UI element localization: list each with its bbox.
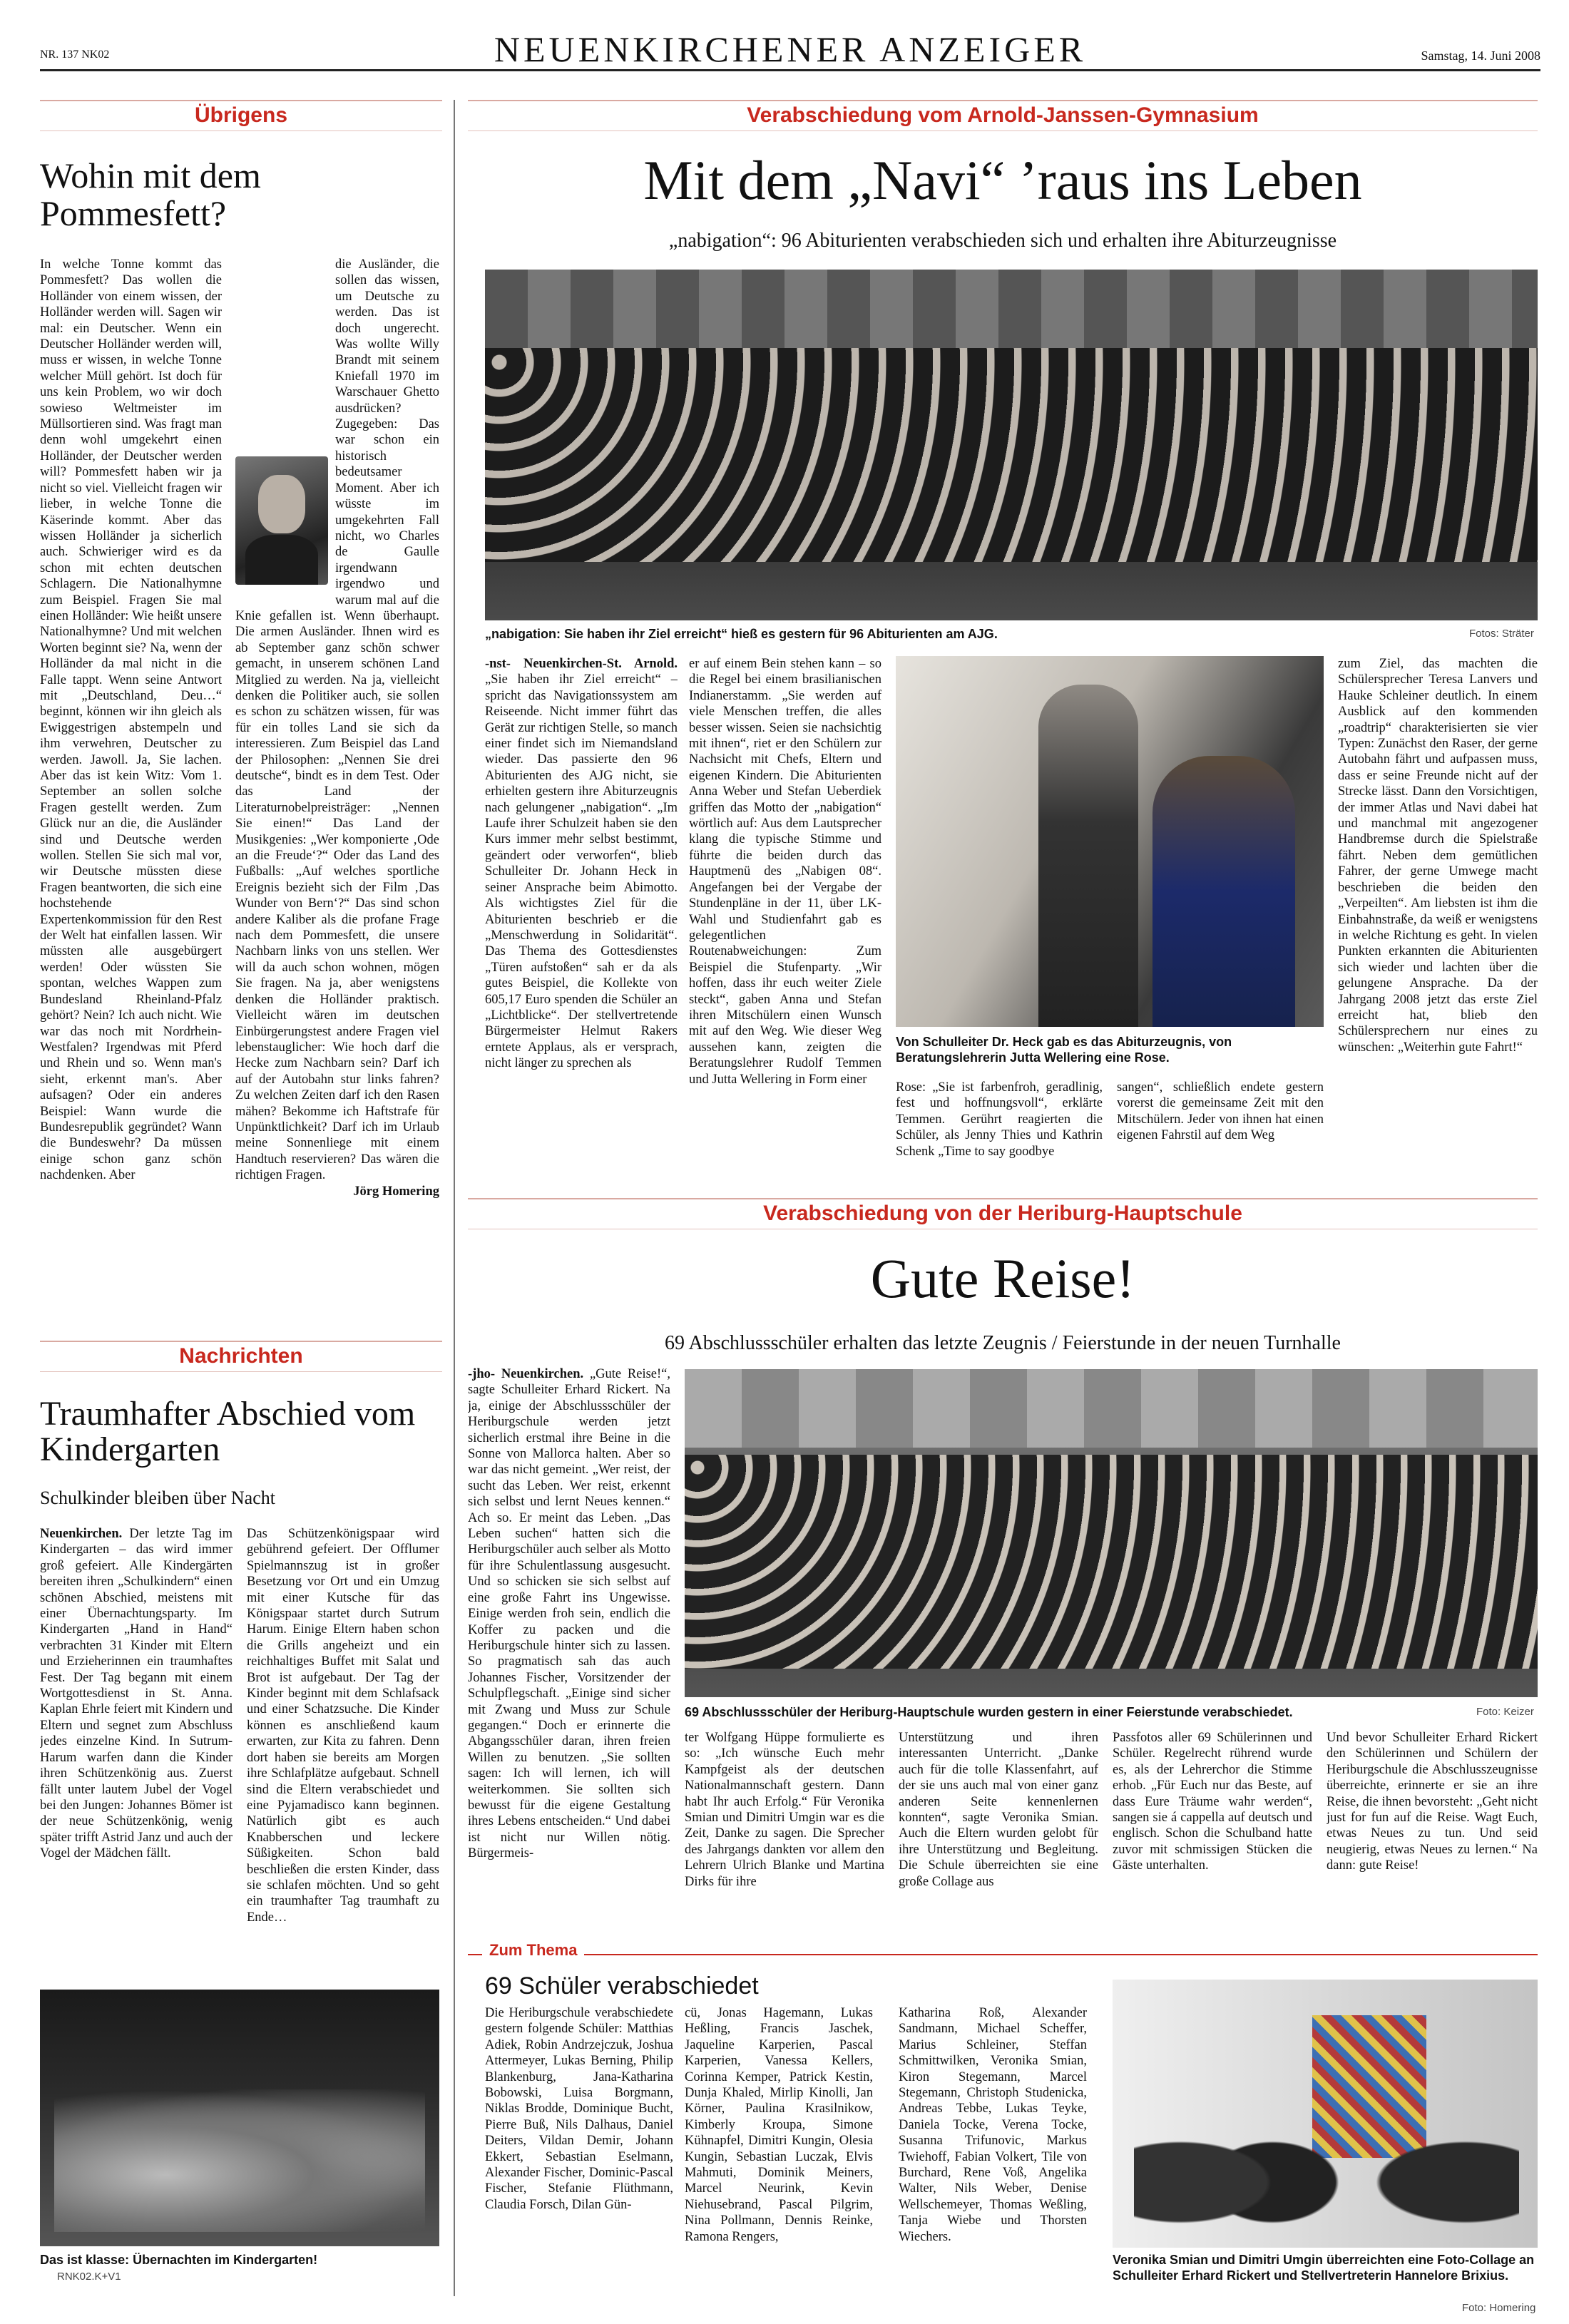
- collage-handover-photo: [1113, 1980, 1538, 2248]
- issue-date: Samstag, 14. Juni 2008: [1421, 48, 1540, 63]
- ajg-column-4: sangen“, schließlich endete gestern vorerst die gemeinsame Zeit mit den Mitschülern. Jeder von ihnen hat einen eigenen Fahrstil auf dem Weg: [1117, 1080, 1324, 1143]
- nachrichten-subtitle: Schulkinder bleiben über Nacht: [40, 1488, 275, 1508]
- nachrichten-title: Traumhafter Abschied vom Kindergarten: [40, 1395, 416, 1469]
- column-divider: [454, 100, 455, 2296]
- heriburg-photo-credit: Foto: Keizer: [1476, 1706, 1534, 1718]
- ajg-group-photo: [485, 270, 1538, 620]
- collage-photo-credit: Foto: Homering: [1462, 2302, 1536, 2314]
- ajg-column-1: -nst- Neuenkirchen-St. Arnold. „Sie haben ihr Ziel erreicht“ – spricht das Navigationssystem am Reiseende. Nicht immer führt das Gerät zur richtigen Stelle, so manch einer findet sich im Niemandsland wieder. Das passierte den 96 Abiturienten des AJG nicht, sie erhielten gestern ihre Abiturzeugnis nach gelungener „nabigation“. „Im Laufe ihrer Schulzeit haben sie den Kurs immer mehr selbst bestimmt, geändert oder verworfen“, blieb Schulleiter Dr. Johann Heck in seiner Ansprache beim Abimotto. Als wichtigstes Ziel für die Abiturienten beschrieb er die „Menschwerdung in Solidarität“. Das Thema des Gottesdienstes „Türen aufstoßen“ sah er da als gutes Beispiel, die Kollekte von 605,17 Euro spenden die Schüler an „Lichtblicke“. Der stellvertretende Bürgermeister Helmut Rakers erntete Applaus, als er versprach, nicht länger zu sprechen als: [485, 657, 678, 1071]
- zumthema-column-1: Die Heriburgschule verabschiedete gestern folgende Schüler: Matthias Adiek, Robin Andrzejczuk, Joshua Attermeyer, Lukas Berning, Philip Blankenburg, Jana-Katharina Bobowski, Luisa Borgmann, Niklas Brodde, Dominique Bucht, Pierre Buß, Nils Dalhaus, Daniel Deiters, Vildan Demir, Johann Ekkert, Sebastian Eselmann, Alexander Fischer, Dominic-Pascal Fischer, Stefanie Flüthmann, Claudia Forsch, Dilan Gün-: [485, 2006, 673, 2212]
- ajg-column-2: er auf einem Bein stehen kann – so die Regel bei einem brasilianischen Indianerstamm. „Sie werden auf viele Menschen treffen, die alles besser wissen. Seien sie nachsichtig mit ihnen“, riet er den Schülern zur Nachsicht mit Chefs, Eltern und eigenen Kindern. Die Abiturienten Anna Weber und Stefan Ueberdiek griffen das Motto der „nabigation“ wörtlich auf: Aus dem Lautsprecher klang die typische Stimme und führte die beiden durch das Hauptmenü des „Nabigen 08“. Angefangen bei der Vergabe der Stundenpläne in der 11, über LK-Wahl und Studienfahrt gab es gelegentlichen Routenabweichungen: Zum Beispiel die Stufenparty. „Wir hoffen, dass ihr euch weiter Ziele steckt“, gaben Anna und Stefan ihren Mitschülern einen Wunsch mit auf den Weg. Wie dieser Weg aussehen kann, zeigten die Beratungslehrer Rudolf Temmen und Jutta Wellering in Form einer: [689, 657, 881, 1087]
- zumthema-title: 69 Schüler verabschiedet: [485, 1972, 759, 2000]
- heriburg-subtitle: 69 Abschlussschüler erhalten das letzte Zeugnis / Feierstunde in der neuen Turnhalle: [665, 1332, 1341, 1354]
- heriburg-title: Gute Reise!: [870, 1247, 1135, 1309]
- ajg-ceremony-photo: [896, 656, 1324, 1027]
- ajg-kicker: Verabschiedung vom Arnold-Janssen-Gymnasium: [468, 100, 1538, 131]
- masthead: [40, 29, 1540, 71]
- uebrigens-title: Wohin mit dem Pommesfett?: [40, 155, 261, 233]
- ajg-ceremony-caption: Von Schulleiter Dr. Heck gab es das Abiturzeugnis, von Beratungslehrerin Jutta Wellering eine Rose.: [896, 1035, 1232, 1065]
- zumthema-column-2: cü, Jonas Hagemann, Lukas Heßling, Francis Jaschek, Jaqueline Karperien, Pascal Karperien, Vanessa Kellers, Corinna Kemper, Patrick Kestin, Dunja Khaled, Mirlip Kinolli, Jan Körner, Paulina Krasilnikow, Kimberly Kroupa, Simone Kühnapfel, Dimitri Kungin, Olesia Kungin, Sebastian Luczak, Elvis Mahmuti, Dominik Meiners, Marcel Neurink, Kevin Niehusebrand, Pascal Pilgrim, Nina Pollmann, Dennis Reinke, Ramona Rengers,: [685, 2006, 873, 2244]
- heriburg-column-1: -jho- Neuenkirchen. „Gute Reise!“, sagte Schulleiter Erhard Rickert. Na ja, einige der Abschlussschüler der Heriburgschule werden jetzt sicherlich erstmal ihre Beine in die Sonne von Mallorca halten. Aber so war das nicht gemeint. „Wer reist, der sucht das Leben. Wer reist, erkennt sich selbst und lernt Neues kennen.“ Ach so. Er meint das Leben. „Das Leben suchen“ hatten sich die Heriburgschüler auch selber als Motto für ihre Schulentlassung ausgesucht. Und so schicken sie sich selbst auf eine große Fahrt ins Ungewisse. Einige werden froh sein, endlich die Koffer zu packen und die Heriburgschule hinter sich zu lassen. So pragmatisch sah das auch Johannes Fischer, Vorsitzender der Schulpflegschaft. „Einige sind sicher mit Zwang und Muss zur Schule gegangen.“ Doch er erinnerte die Abgangsschüler daran, ihren freien Willen zu benutzen. „Sie sollten sagen: Ich will lernen, ich will weiterkommen. Sie sollten sich bewusst für die eigene Gestaltung ihres Lebens entscheiden.“ Und dabei ist nicht nur Willen nötig. Bürgermeis-: [468, 1367, 670, 1861]
- page-code: RNK02.K+V1: [57, 2271, 121, 2283]
- newspaper-title: NEUENKIRCHENER ANZEIGER: [494, 29, 1087, 69]
- uebrigens-column-2: die Ausländer, die sollen das wissen, um Deutsche zu werden. Das ist doch ungerecht. Was wollte Willy Brandt mit seinem Kniefall 1970 im Warschauer Ghetto ausdrücken? Zugegeben: Das war schon ein historisch bedeutsamer Moment. Aber ich wüsste im umgekehrten Fall nicht, wo Charles de Gaulle irgendwann irgendwo und warum mal auf die Knie gefallen ist. Wenn überhaupt. Die armen Ausländer. Ihnen wird es ab September ganz schön schwer gemacht, in unserem schönen Land Mitglied zu werden. Na ja, vielleicht denken die Politiker auch, sie sollen es schon zu schätzen wissen, für was für ein tolles Land sie sich da interessieren. Zum Beispiel das Land der Philosophen: „Nennen Sie drei deutsche“, bindt es in dem Test. Oder das Land der Literaturnobelpreisträger: „Nennen Sie einen!“ Das Land der Musikgenies: „Wer komponierte ‚Ode an die Freude‘?“ Oder das Land des Fußballs: „Auf welches sportliche Ereignis bezieht sich der Film ‚Das Wunder von Bern‘?“ Das sind schon andere Kaliber als die profane Frage nach dem Pommesfett, die unsere Nachbarn links von uns stellen. Wer will da auch schon wohnen, mögen Sie fragen. Na ja, aber wenigstens denken die Holländer praktisch. Vielleicht wären im deutschen Einbürgerungstest andere Fragen viel lebenstauglicher: Wie hoch darf die Hecke zum Nachbarn sein? Darf ich auf der Autobahn stur links fahren? Zu welchen Zeiten darf ich den Rasen mähen? Bekomme ich Haftstrafe für Unpünktlichkeit? Darf ich im Urlaub meine Sonnenliege mit einem Handtuch reservieren? Das wären die richtigen Fragen. Jörg Homering: [235, 257, 439, 1199]
- portrait-float: [235, 454, 335, 596]
- uebrigens-author: Jörg Homering: [353, 1184, 439, 1199]
- kindergarten-caption: Das ist klasse: Übernachten im Kindergarten!: [40, 2253, 318, 2267]
- photo-children: [54, 2089, 425, 2232]
- heriburg-column-5: Und bevor Schulleiter Erhard Rickert den Schülerinnen und Schülern der Heriburgschule die Abschlusszeugnisse überreichte, erinnerte er sie an ihre Reise, die ihnen bevorsteht: „Geht nicht just for fun auf die Reise. Wagt Euch, etwas Neues zu tun. Und seid neugierig, etwas Neues zu lernen.“ Na dann: gute Reise!: [1327, 1731, 1538, 1873]
- heriburg-column-2: ter Wolfgang Hüppe formulierte es so: „Ich wünsche Euch mehr Kampfgeist als der deutschen Nationalmannschaft gestern. Dann habt Ihr auch Erfolg.“ Für Veronika Smian und Dimitri Umgin war es die Zeit, Danke zu sagen. Die Sprecher des Jahrgangs dankten vor allem den Lehrern Ulrich Blanke und Martina Dirks für ihre: [685, 1731, 884, 1889]
- photo-teacher: [1153, 756, 1295, 1027]
- heriburg-group-photo: [685, 1369, 1538, 1697]
- nachrichten-column-1: Neuenkirchen. Der letzte Tag im Kindergarten – das wird immer groß gefeiert. Alle Kindergärten bereiten ihren „Schulkindern“ einen schönen Abschied, meistens mit einer Übernachtungsparty. Im Kindergarten „Hand in Hand“ verbrachten 31 Kinder mit Eltern und Erzieherinnen ein traumhaftes Fest. Der Tag begann mit einem Wortgottesdienst in St. Anna. Kaplan Ehrle feiert mit Kindern und Eltern und segnet zum Abschluss jedes einzelne Kind. In Sutrum-Harum warfen dann die Kinder ihren Schützenkönig aus. Zuerst fällt unter lautem Jubel der Vogel bei den Jungen: Johannes Bömer ist der neue Schützenkönig, wenig später trifft Astrid Janz und auch der Vogel der Mädchen fällt.: [40, 1527, 232, 1861]
- nachrichten-kicker: Nachrichten: [40, 1341, 442, 1372]
- heriburg-kicker: Verabschiedung von der Heriburg-Hauptschule: [468, 1198, 1538, 1229]
- photo-crowd: [485, 348, 1538, 562]
- ajg-subtitle: „nabigation“: 96 Abiturienten verabschieden sich und erhalten ihre Abiturzeugnisse: [668, 230, 1337, 252]
- photo-gym: [685, 1369, 1538, 1448]
- photo-students: [685, 1455, 1538, 1669]
- kindergarten-photo: [40, 1990, 439, 2246]
- zumthema-rule: [468, 1954, 1538, 1955]
- photo-people: [1134, 2029, 1519, 2248]
- ajg-column-3: Rose: „Sie ist farbenfroh, geradlinig, fest und hoffnungsvoll“, erklärte Temmen. Gerührt reagierten die Schüler, als Jenny Thies und Kathrin Schenk „Time to say goodbye: [896, 1080, 1103, 1159]
- heriburg-photo-caption: 69 Abschlussschüler der Heriburg-Hauptschule wurden gestern in einer Feierstunde verabschiedet.: [685, 1705, 1293, 1719]
- heriburg-column-4: Passfotos aller 69 Schülerinnen und Schüler. Regelrecht rührend wurde es, als der Lehrerchor die Stimme erhob. „Für Euch nur das Beste, auf dass Eure Träume wahr werden“, sangen sie á cappella auf deutsch und englisch. Schon die Schulband hatte zuvor mit schmissigen Stücken die Gäste unterhalten.: [1113, 1731, 1312, 1873]
- photo-building: [485, 270, 1538, 355]
- nachrichten-column-2: Das Schützenkönigspaar wird gebührend gefeiert. Der Offlumer Spielmannszug ist in großer Besetzung vor Ort und ein Umzug mit einer Kutsche für das Königspaar startet durch Sutrum Harum. Einige Eltern haben schon die Grills angeheizt und ein reichhaltiges Buffet mit Salat und Brot ist aufgebaut. Der Tag der Kinder beginnt mit dem Schlafsack und einer Schatzsuche. Die Kinder können es anschließend kaum erwarten, zur Kita zu fahren. Denn dort haben sie bereits am Morgen ihre Schlafplätze aufgebaut. Schnell sind die Eltern verabschiedet und eine Pyjamadisco kann beginnen. Natürlich gibt es auch Knabberschen und leckere Süßigkeiten. Schon bald beschließen die ersten Kinder, dass sie schlafen möchten. Und so geht ein traumhafter Tag traumhaft zu Ende…: [247, 1527, 439, 1925]
- collage-photo-caption: Veronika Smian und Dimitri Umgin überreichten eine Foto-Collage an Schulleiter Erhard Rickert und Stellvertreterin Hannelore Brixius.: [1113, 2253, 1535, 2283]
- heriburg-column-3: Unterstützung und ihren interessanten Unterricht. „Danke auch für die tolle Klassenfahrt, auf der sie uns auch mal von einer ganz anderen Seite kennenlernen konnten“, sagte Veronika Smian. Auch die Eltern wurden gelobt für ihre Unterstützung und Begleitung. Die Schule überreichten sie eine große Collage aus: [899, 1731, 1098, 1889]
- uebrigens-kicker: Übrigens: [40, 100, 442, 131]
- uebrigens-column-1: In welche Tonne kommt das Pommesfett? Das wollen die Holländer von einem wissen, der Holländer werden will. Sagen wir mal: ein Deutscher. Wenn ein Deutscher Holländer werden will, muss er wissen, in welche Tonne welcher Müll gehört. Ist doch für uns kein Problem, wo wir doch sowieso Weltmeister im Müllsortieren sind. Was fragt man denn wohl umgekehrt einen Holländer, der Deutscher werden will? Pommesfett haben wir ja nicht so viel. Vielleicht fragen wir lieber, in welche Tonne die Käserinde kommt. Aber das wissen Holländer ja sicherlich auch. Schwieriger wird es da schon mit echten deutschen Schlagern. Die Nationalhymne zum Beispiel. Fragen Sie mal einen Holländer: Wie heißt unsere Nationalhymne? Und mit welchen Worten beginnt sie? Na, wenn der Holländer da mal nicht in die Falle tappt. Wenn seine Antwort mit „Deutschland, Deu…“ beginnt, können wir ihn gleich als Ewiggestrigen abstempeln und ihm verwehren, Deutscher zu werden. Jawoll. Ja, Sie lachen. Aber das ist kein Witz: Vom 1. September an sollen solche Fragen gestellt werden. Zum Glück nur an die, die Ausländer sind und Deutsche werden wollen. Stellen Sie sich mal vor, wir Deutsche müssten diese Fragen beantworten, die sich eine hochstehende Expertenkommission für den Rest der Welt hat einfallen lassen. Wir müssten alle ausgebürgert werden! Oder wüssten Sie spontan, welches Wappen zum Bundesland Rheinland-Pfalz gehört? Nein? Ich auch nicht. Wie war das noch mit Nordrhein-Westfalen? Irgendwas mit Pferd und Rhein und so. Wenn man's sieht, erkennt man's. Aber aufsagen? Oder ein anderes Beispiel: Wann wurde die Bundesrepublik gegründet? Wann die Bundeswehr? Da müssen einige schon ganz schön nachdenken. Aber: [40, 257, 222, 1183]
- ajg-column-5: zum Ziel, das machten die Schülersprecher Teresa Lanvers und Hauke Schleiner deutlich. In einem Ausblick auf den kommenden „roadtrip“ charakterisierten sie vier Typen: Zunächst den Raser, der gerne Autobahn fährt und aufpassen muss, dass er seine Freunde nicht auf der Strecke lässt. Dann den Vorsichtigen, der immer Atlas und Navi dabei hat und manchmal mit angezogener Handbremse durch die Spielstraße fährt. Neben dem gemütlichen Fahrer, der gerne Umwege macht beschrieben die beiden den „Verpeilten“. Am liebsten ist ihm die Einbahnstraße, da weiß er wenigstens in welche Richtung es geht. In vielen Punkten erkannten die Abiturienten sich wieder und lachten über die gelungene Ansprache. Da der Jahrgang 2008 jetzt das erste Ziel erreicht hat, blieb den Schülersprechern nur eines zu wünschen: „Weiterhin gute Fahrt!“: [1338, 657, 1538, 1055]
- issue-number: NR. 137 NK02: [40, 48, 110, 61]
- photo-principal: [1038, 685, 1138, 1027]
- ajg-title: Mit dem „Navi“ ’raus ins Leben: [643, 149, 1362, 211]
- ajg-photo-caption: „nabigation: Sie haben ihr Ziel erreicht“ hieß es gestern für 96 Abiturienten am AJG.: [485, 627, 998, 641]
- ajg-photo-credit: Fotos: Sträter: [1469, 628, 1534, 640]
- zumthema-label: Zum Thema: [482, 1941, 584, 1960]
- zumthema-column-3: Katharina Roß, Alexander Sandmann, Michael Scheffer, Marius Schleiner, Steffan Schmittwilken, Veronika Smian, Kiron Stegemann, Marcel Stegemann, Christoph Studenicka, Andreas Tebbe, Lukas Teyke, Daniela Tocke, Verena Tocke, Susanna Trifunovic, Markus Twiehoff, Fabian Volkert, Tile von Burchard, Rene Voß, Angelika Walter, Nils Weber, Denise Wellschemeyer, Thomas Weßling, Tanja Wiebe und Thorsten Wiechers.: [899, 2006, 1087, 2244]
